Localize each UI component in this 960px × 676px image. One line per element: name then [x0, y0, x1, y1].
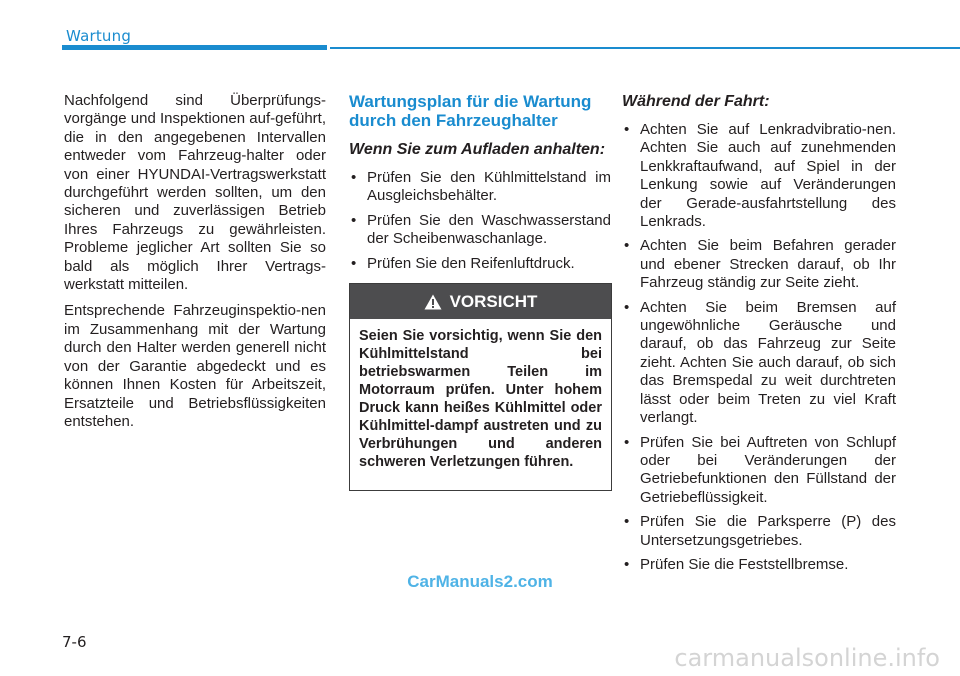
bullet-icon: • — [624, 513, 630, 531]
column-maintenance-schedule — [349, 92, 611, 279]
page-number: 7-6 — [62, 633, 87, 651]
header-rule-thin — [330, 47, 960, 49]
list-item: • Achten Sie auf Lenkradvibratio-nen. Achten Sie auch auf zunehmenden Lenkkraftaufwand, auf Spiel in der Lenkung sowie auf Veränderungen der Gerade-ausfahrtstellung des Lenkrads. — [624, 121, 896, 231]
caution-title: VORSICHT — [449, 291, 538, 311]
list-item: • Prüfen Sie die Feststellbremse. — [624, 555, 849, 573]
column-intro — [64, 92, 326, 439]
bullet-icon: • — [624, 121, 630, 138]
bullet-icon: • — [351, 169, 357, 186]
watermark-link[interactable]: CarManuals2.com — [407, 572, 553, 591]
bullet-icon: • — [351, 254, 357, 272]
bullet-icon: • — [624, 237, 630, 255]
intro-paragraph-1: Nachfolgend sind Überprüfungs-vorgänge und Inspektionen auf-geführt, die in den angegebenen Intervallen entweder vom Fahrzeug-halter oder von einer HYUNDAI-Vertragswerkstatt durchgeführt werden sollten, um den sicheren und zuverlässigen Betrieb Ihres Fahrzeugs zu gewährleisten. Probleme jeglicher Art sollten Sie so bald als möglich Ihrer Vertrags-werkstatt mitteilen. — [64, 92, 326, 294]
bullet-icon: • — [624, 555, 630, 573]
caution-box — [349, 283, 612, 491]
while-driving-subheading: Während der Fahrt: — [622, 93, 770, 110]
charging-stop-list — [349, 169, 611, 273]
footer-watermark: carmanualsonline.info — [674, 644, 940, 672]
intro-paragraph-2: Entsprechende Fahrzeuginspektio-nen im Zusammenhang mit der Wartung durch den Halter werden generell nicht von der Garantie abgedeckt und es können Ihnen Kosten für Arbeitszeit, Ersatzteile und Betriebsflüssigkeiten entstehen. — [64, 302, 326, 430]
list-item: • Achten Sie beim Befahren gerader und ebener Strecken darauf, ob Ihr Fahrzeug ständig zur Seite zieht. — [624, 237, 896, 292]
warning-triangle-icon — [424, 294, 442, 310]
schedule-heading: Wartungsplan für die Wartung durch den Fahrzeughalter — [349, 92, 592, 130]
list-item: • Prüfen Sie den Reifenluftdruck. — [351, 254, 575, 272]
list-item: • Prüfen Sie den Kühlmittelstand im Ausgleichsbehälter. — [351, 169, 611, 205]
caution-text: Seien Sie vorsichtig, wenn Sie den Kühlmittelstand bei betriebswarmen Teilen im Motorraum prüfen. Unter hohem Druck kann heißes Kühlmittel oder Kühlmittel-dampf austreten und zu Verbrühungen und anderen schweren Verletzungen führen. — [359, 328, 602, 470]
list-item: • Prüfen Sie den Waschwasserstand der Scheibenwaschanlage. — [351, 211, 611, 248]
bullet-icon: • — [624, 433, 630, 451]
caution-header — [350, 284, 611, 319]
column-while-driving — [622, 92, 896, 580]
bullet-icon: • — [351, 211, 357, 229]
list-item: • Achten Sie beim Bremsen auf ungewöhnliche Geräusche und darauf, ob das Fahrzeug zur Seite zieht. Achten Sie auch darauf, ob sich das Bremspedal zu weit durchtreten lässt oder beim Treten zu viel Kraft verlangt. — [624, 298, 896, 427]
list-item: • Prüfen Sie bei Auftreten von Schlupf oder bei Veränderungen der Getriebefunktionen den Füllstand der Getriebeflüssigkeit. — [624, 433, 896, 506]
list-item: • Prüfen Sie die Parksperre (P) des Untersetzungsgetriebes. — [624, 513, 896, 549]
charging-stop-subheading: Wenn Sie zum Aufladen anhalten: — [349, 141, 606, 158]
section-label: Wartung — [66, 27, 132, 45]
header-rule-thick — [62, 45, 327, 50]
while-driving-list — [622, 121, 896, 574]
bullet-icon: • — [624, 298, 630, 316]
